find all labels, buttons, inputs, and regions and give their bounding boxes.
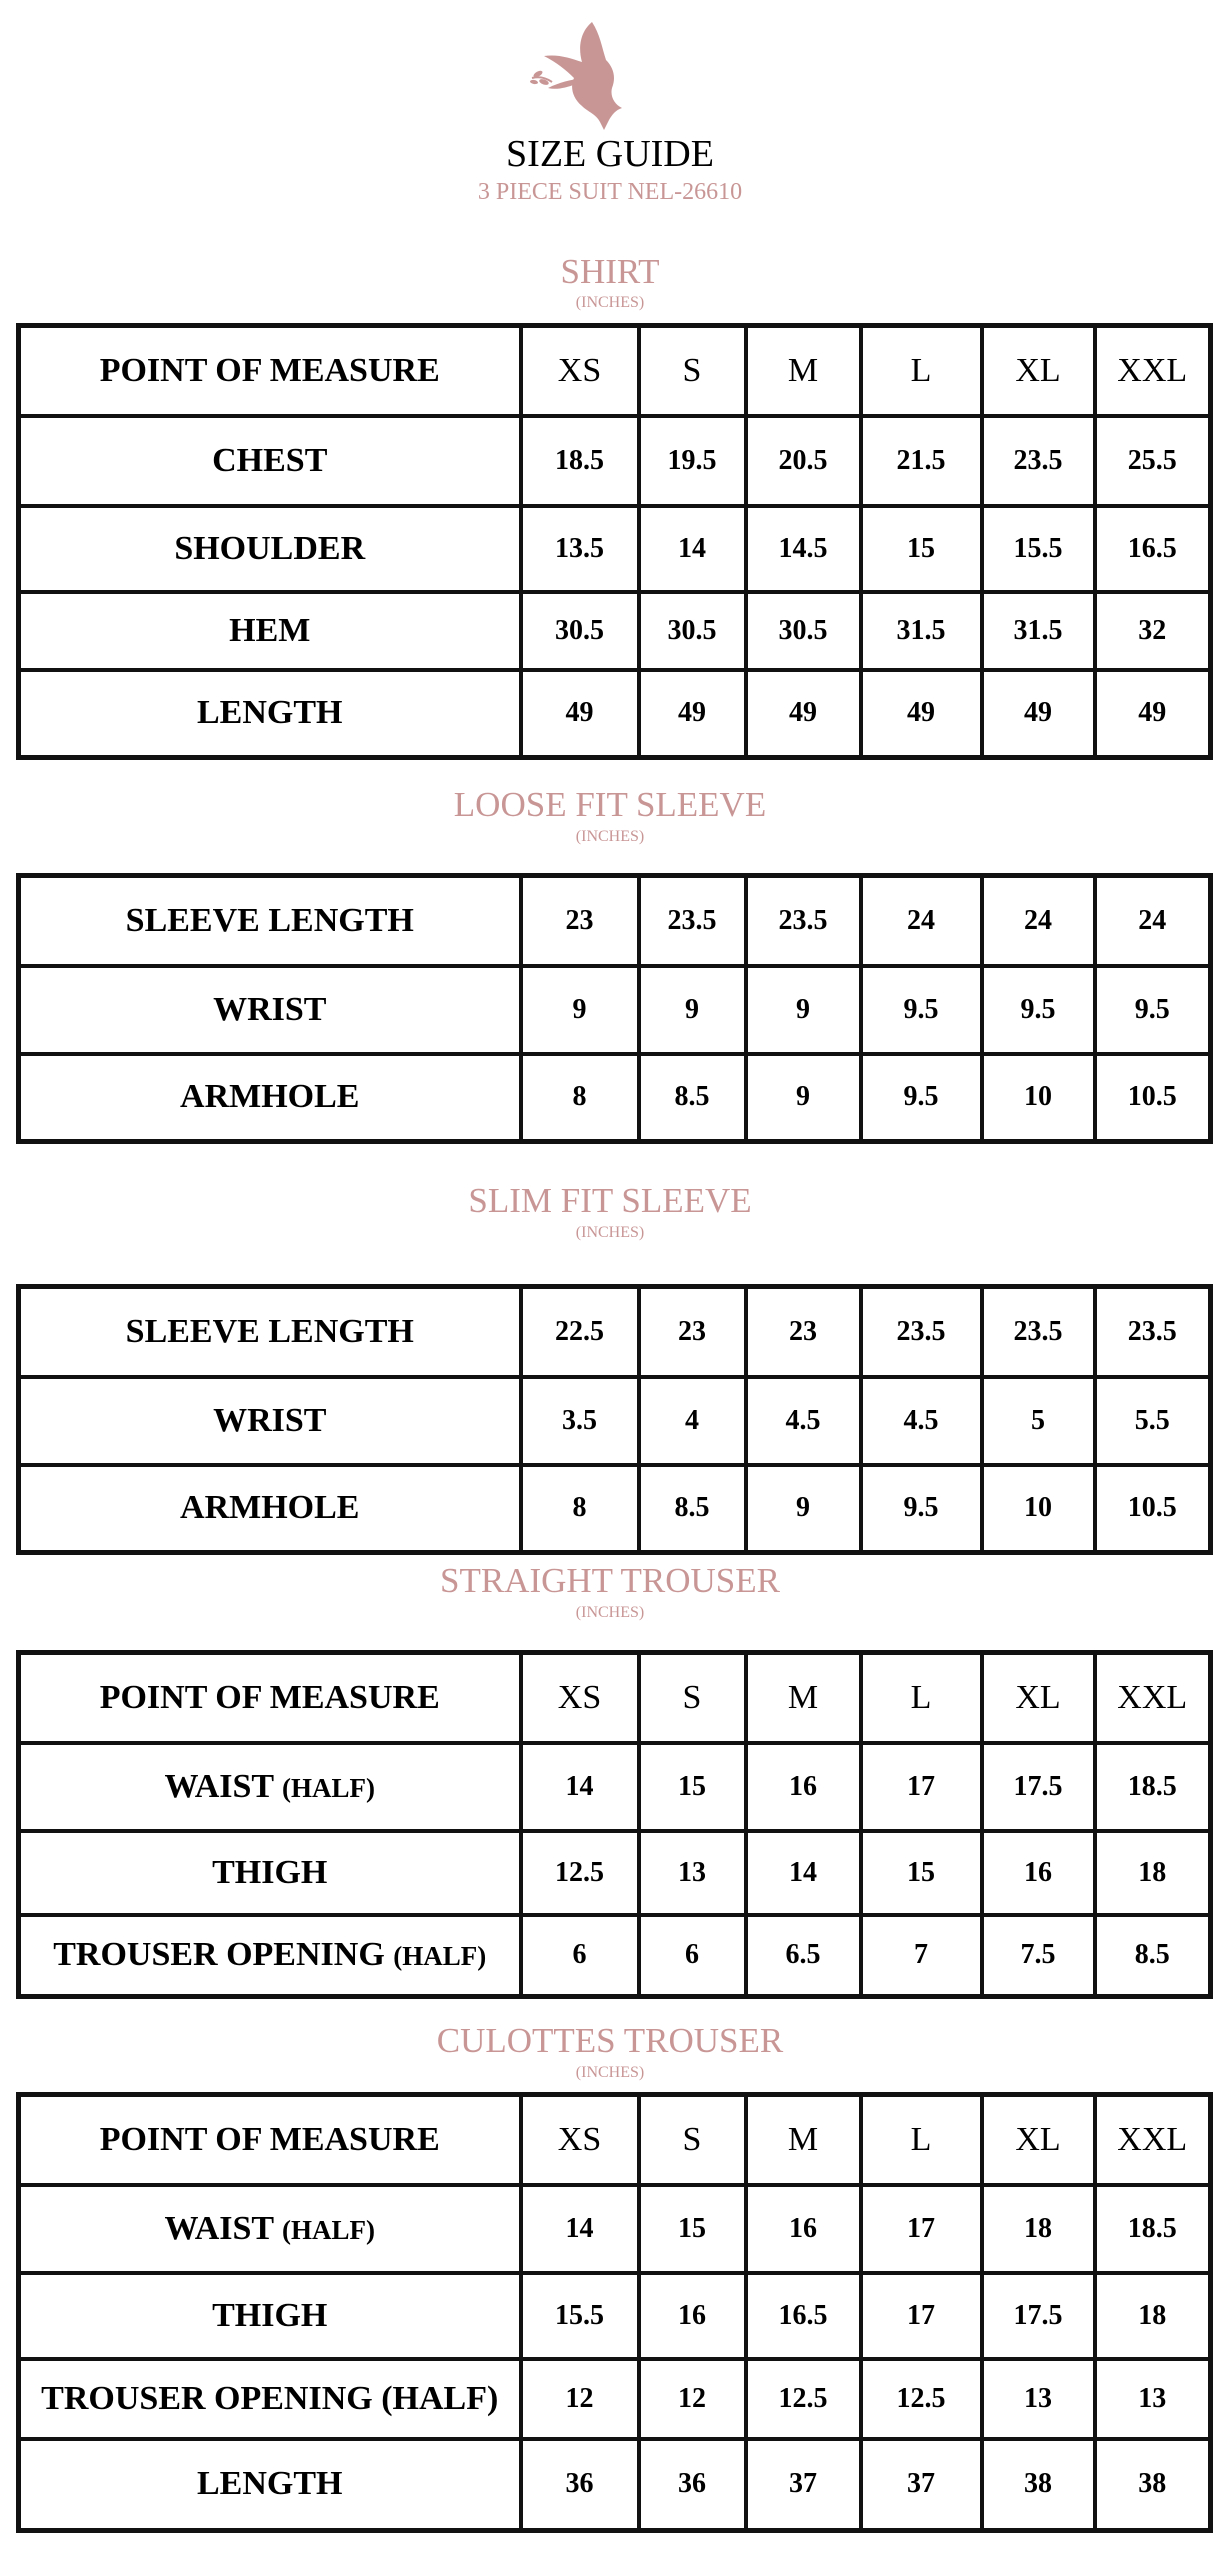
table-row [19,2273,1211,2359]
row-label: SHOULDER [19,506,521,592]
slim-sleeve-section-title: SLIM FIT SLEEVE [468,1181,752,1220]
table-cell: 7.5 [982,1915,1095,1997]
table-cell: 17 [861,2185,982,2273]
table-cell: 23 [639,1287,746,1377]
row-label: SLEEVE LENGTH [19,1287,521,1377]
table-cell: 24 [1095,876,1211,966]
table-cell: 23 [521,876,639,966]
table-cell: 17.5 [982,2273,1095,2359]
table-cell: 15.5 [521,2273,639,2359]
column-header: M [746,326,861,416]
column-header: S [639,2095,746,2185]
table-cell: 30.5 [746,592,861,670]
table-cell: 6.5 [746,1915,861,1997]
table-row [19,1831,1211,1915]
table-cell: 14 [521,2185,639,2273]
column-header: POINT OF MEASURE [19,2095,521,2185]
table-row [19,1377,1211,1465]
table-row [19,1287,1211,1377]
table-cell: 13.5 [521,506,639,592]
table-cell: 37 [861,2439,982,2531]
table-cell: 38 [982,2439,1095,2531]
row-label [19,2185,521,2273]
table-row [19,1915,1211,1997]
table-cell: 38 [1095,2439,1211,2531]
table-cell: 8 [521,1054,639,1142]
culottes-trouser-section-title: CULOTTES TROUSER [436,2021,784,2060]
row-label: WRIST [19,966,521,1054]
table-cell: 23.5 [861,1287,982,1377]
table-row [19,2359,1211,2439]
shirt-section-title: SHIRT [560,252,660,291]
row-label: LENGTH [19,670,521,758]
column-header: XS [521,2095,639,2185]
table-row [19,2185,1211,2273]
straight-trouser-table [16,1650,1213,1999]
shirt-table [16,323,1213,760]
slim-sleeve-units: (INCHES) [575,1224,645,1241]
column-header: M [746,1653,861,1743]
column-header: XXL [1095,1653,1211,1743]
table-cell: 49 [1095,670,1211,758]
table-cell: 12 [521,2359,639,2439]
table-cell: 6 [639,1915,746,1997]
table-cell: 37 [746,2439,861,2531]
table-cell: 16 [982,1831,1095,1915]
table-cell: 23.5 [982,1287,1095,1377]
table-cell: 15 [861,506,982,592]
table-cell: 16 [746,1743,861,1831]
table-cell: 24 [861,876,982,966]
table-cell: 23.5 [639,876,746,966]
row-label-qualifier: (HALF) [282,1772,375,1803]
loose-sleeve-table [16,873,1213,1144]
page-title: SIZE GUIDE [506,133,714,175]
table-cell: 19.5 [639,416,746,506]
table-cell: 22.5 [521,1287,639,1377]
table-cell: 13 [1095,2359,1211,2439]
shirt-units: (INCHES) [575,294,645,311]
loose-sleeve-section-title: LOOSE FIT SLEEVE [453,785,767,824]
table-cell: 15 [861,1831,982,1915]
table-row [19,1054,1211,1142]
table-cell: 17 [861,2273,982,2359]
row-label: ARMHOLE [19,1465,521,1553]
table-cell: 10 [982,1054,1095,1142]
table-cell: 32 [1095,592,1211,670]
table-cell: 23.5 [1095,1287,1211,1377]
table-cell: 9.5 [1095,966,1211,1054]
table-cell: 15 [639,2185,746,2273]
table-row [19,670,1211,758]
column-header: XXL [1095,326,1211,416]
column-header: L [861,1653,982,1743]
table-cell: 17.5 [982,1743,1095,1831]
table-cell: 25.5 [1095,416,1211,506]
table-cell: 18.5 [1095,1743,1211,1831]
table-cell: 7 [861,1915,982,1997]
table-cell: 5 [982,1377,1095,1465]
table-cell: 3.5 [521,1377,639,1465]
table-cell: 9 [639,966,746,1054]
row-label: SLEEVE LENGTH [19,876,521,966]
table-cell: 14 [639,506,746,592]
column-header: POINT OF MEASURE [19,1653,521,1743]
table-cell: 15.5 [982,506,1095,592]
column-header: XS [521,326,639,416]
product-subtitle: 3 PIECE SUIT NEL-26610 [477,179,743,205]
row-label: TROUSER OPENING (HALF) [19,2359,521,2439]
row-label: CHEST [19,416,521,506]
table-cell: 13 [982,2359,1095,2439]
row-label: THIGH [19,1831,521,1915]
column-header: XL [982,1653,1095,1743]
row-label: WRIST [19,1377,521,1465]
dove-icon [530,18,640,138]
row-label: LENGTH [19,2439,521,2531]
table-cell: 9.5 [861,1465,982,1553]
column-header: XS [521,1653,639,1743]
table-cell: 9.5 [861,966,982,1054]
table-cell: 18 [982,2185,1095,2273]
row-label [19,1915,521,1997]
row-label-qualifier: (HALF) [393,1941,487,1972]
table-header-row [19,1653,1211,1743]
table-cell: 9 [746,1054,861,1142]
table-cell: 16 [639,2273,746,2359]
table-cell: 23 [746,1287,861,1377]
table-cell: 12.5 [861,2359,982,2439]
table-cell: 49 [982,670,1095,758]
column-header: POINT OF MEASURE [19,326,521,416]
column-header: XXL [1095,2095,1211,2185]
straight-trouser-units: (INCHES) [575,1604,645,1621]
row-label-text: TROUSER OPENING [53,1936,385,1974]
table-cell: 16.5 [1095,506,1211,592]
table-cell: 9 [746,966,861,1054]
table-cell: 18 [1095,1831,1211,1915]
table-row [19,416,1211,506]
column-header: XL [982,2095,1095,2185]
table-cell: 10 [982,1465,1095,1553]
table-cell: 49 [639,670,746,758]
table-cell: 30.5 [521,592,639,670]
column-header: XL [982,326,1095,416]
table-cell: 14.5 [746,506,861,592]
table-cell: 4.5 [746,1377,861,1465]
table-cell: 9.5 [982,966,1095,1054]
table-cell: 49 [521,670,639,758]
table-cell: 8 [521,1465,639,1553]
table-cell: 18.5 [521,416,639,506]
table-cell: 49 [861,670,982,758]
table-cell: 15 [639,1743,746,1831]
row-label: ARMHOLE [19,1054,521,1142]
row-label-text: WAIST [164,1767,274,1805]
column-header: S [639,1653,746,1743]
table-cell: 31.5 [861,592,982,670]
table-cell: 18.5 [1095,2185,1211,2273]
row-label: THIGH [19,2273,521,2359]
table-cell: 36 [521,2439,639,2531]
row-label-qualifier: (HALF) [282,2214,375,2245]
table-cell: 17 [861,1743,982,1831]
column-header: L [861,2095,982,2185]
table-cell: 31.5 [982,592,1095,670]
table-cell: 9 [521,966,639,1054]
table-cell: 8.5 [639,1465,746,1553]
table-row [19,1465,1211,1553]
table-cell: 30.5 [639,592,746,670]
table-cell: 8.5 [1095,1915,1211,1997]
table-cell: 13 [639,1831,746,1915]
table-cell: 9 [746,1465,861,1553]
culottes-trouser-table [16,2092,1213,2533]
straight-trouser-section-title: STRAIGHT TROUSER [439,1561,780,1600]
table-cell: 9.5 [861,1054,982,1142]
table-cell: 4 [639,1377,746,1465]
table-cell: 12.5 [746,2359,861,2439]
column-header: L [861,326,982,416]
table-row [19,2439,1211,2531]
table-cell: 16.5 [746,2273,861,2359]
slim-sleeve-table [16,1284,1213,1555]
table-cell: 20.5 [746,416,861,506]
table-header-row [19,2095,1211,2185]
table-cell: 21.5 [861,416,982,506]
table-row [19,506,1211,592]
table-row [19,966,1211,1054]
table-cell: 14 [746,1831,861,1915]
table-cell: 23.5 [746,876,861,966]
row-label: HEM [19,592,521,670]
table-cell: 6 [521,1915,639,1997]
table-cell: 8.5 [639,1054,746,1142]
row-label [19,1743,521,1831]
loose-sleeve-units: (INCHES) [575,828,645,845]
table-cell: 10.5 [1095,1054,1211,1142]
table-cell: 49 [746,670,861,758]
table-cell: 4.5 [861,1377,982,1465]
culottes-trouser-units: (INCHES) [575,2064,645,2081]
table-cell: 24 [982,876,1095,966]
table-cell: 12 [639,2359,746,2439]
table-cell: 5.5 [1095,1377,1211,1465]
table-cell: 14 [521,1743,639,1831]
table-cell: 23.5 [982,416,1095,506]
table-cell: 16 [746,2185,861,2273]
table-cell: 12.5 [521,1831,639,1915]
column-header: S [639,326,746,416]
table-header-row [19,326,1211,416]
table-row [19,876,1211,966]
table-row [19,592,1211,670]
table-cell: 36 [639,2439,746,2531]
row-label-text: WAIST [164,2209,274,2247]
table-row [19,1743,1211,1831]
table-cell: 10.5 [1095,1465,1211,1553]
column-header: M [746,2095,861,2185]
table-cell: 18 [1095,2273,1211,2359]
